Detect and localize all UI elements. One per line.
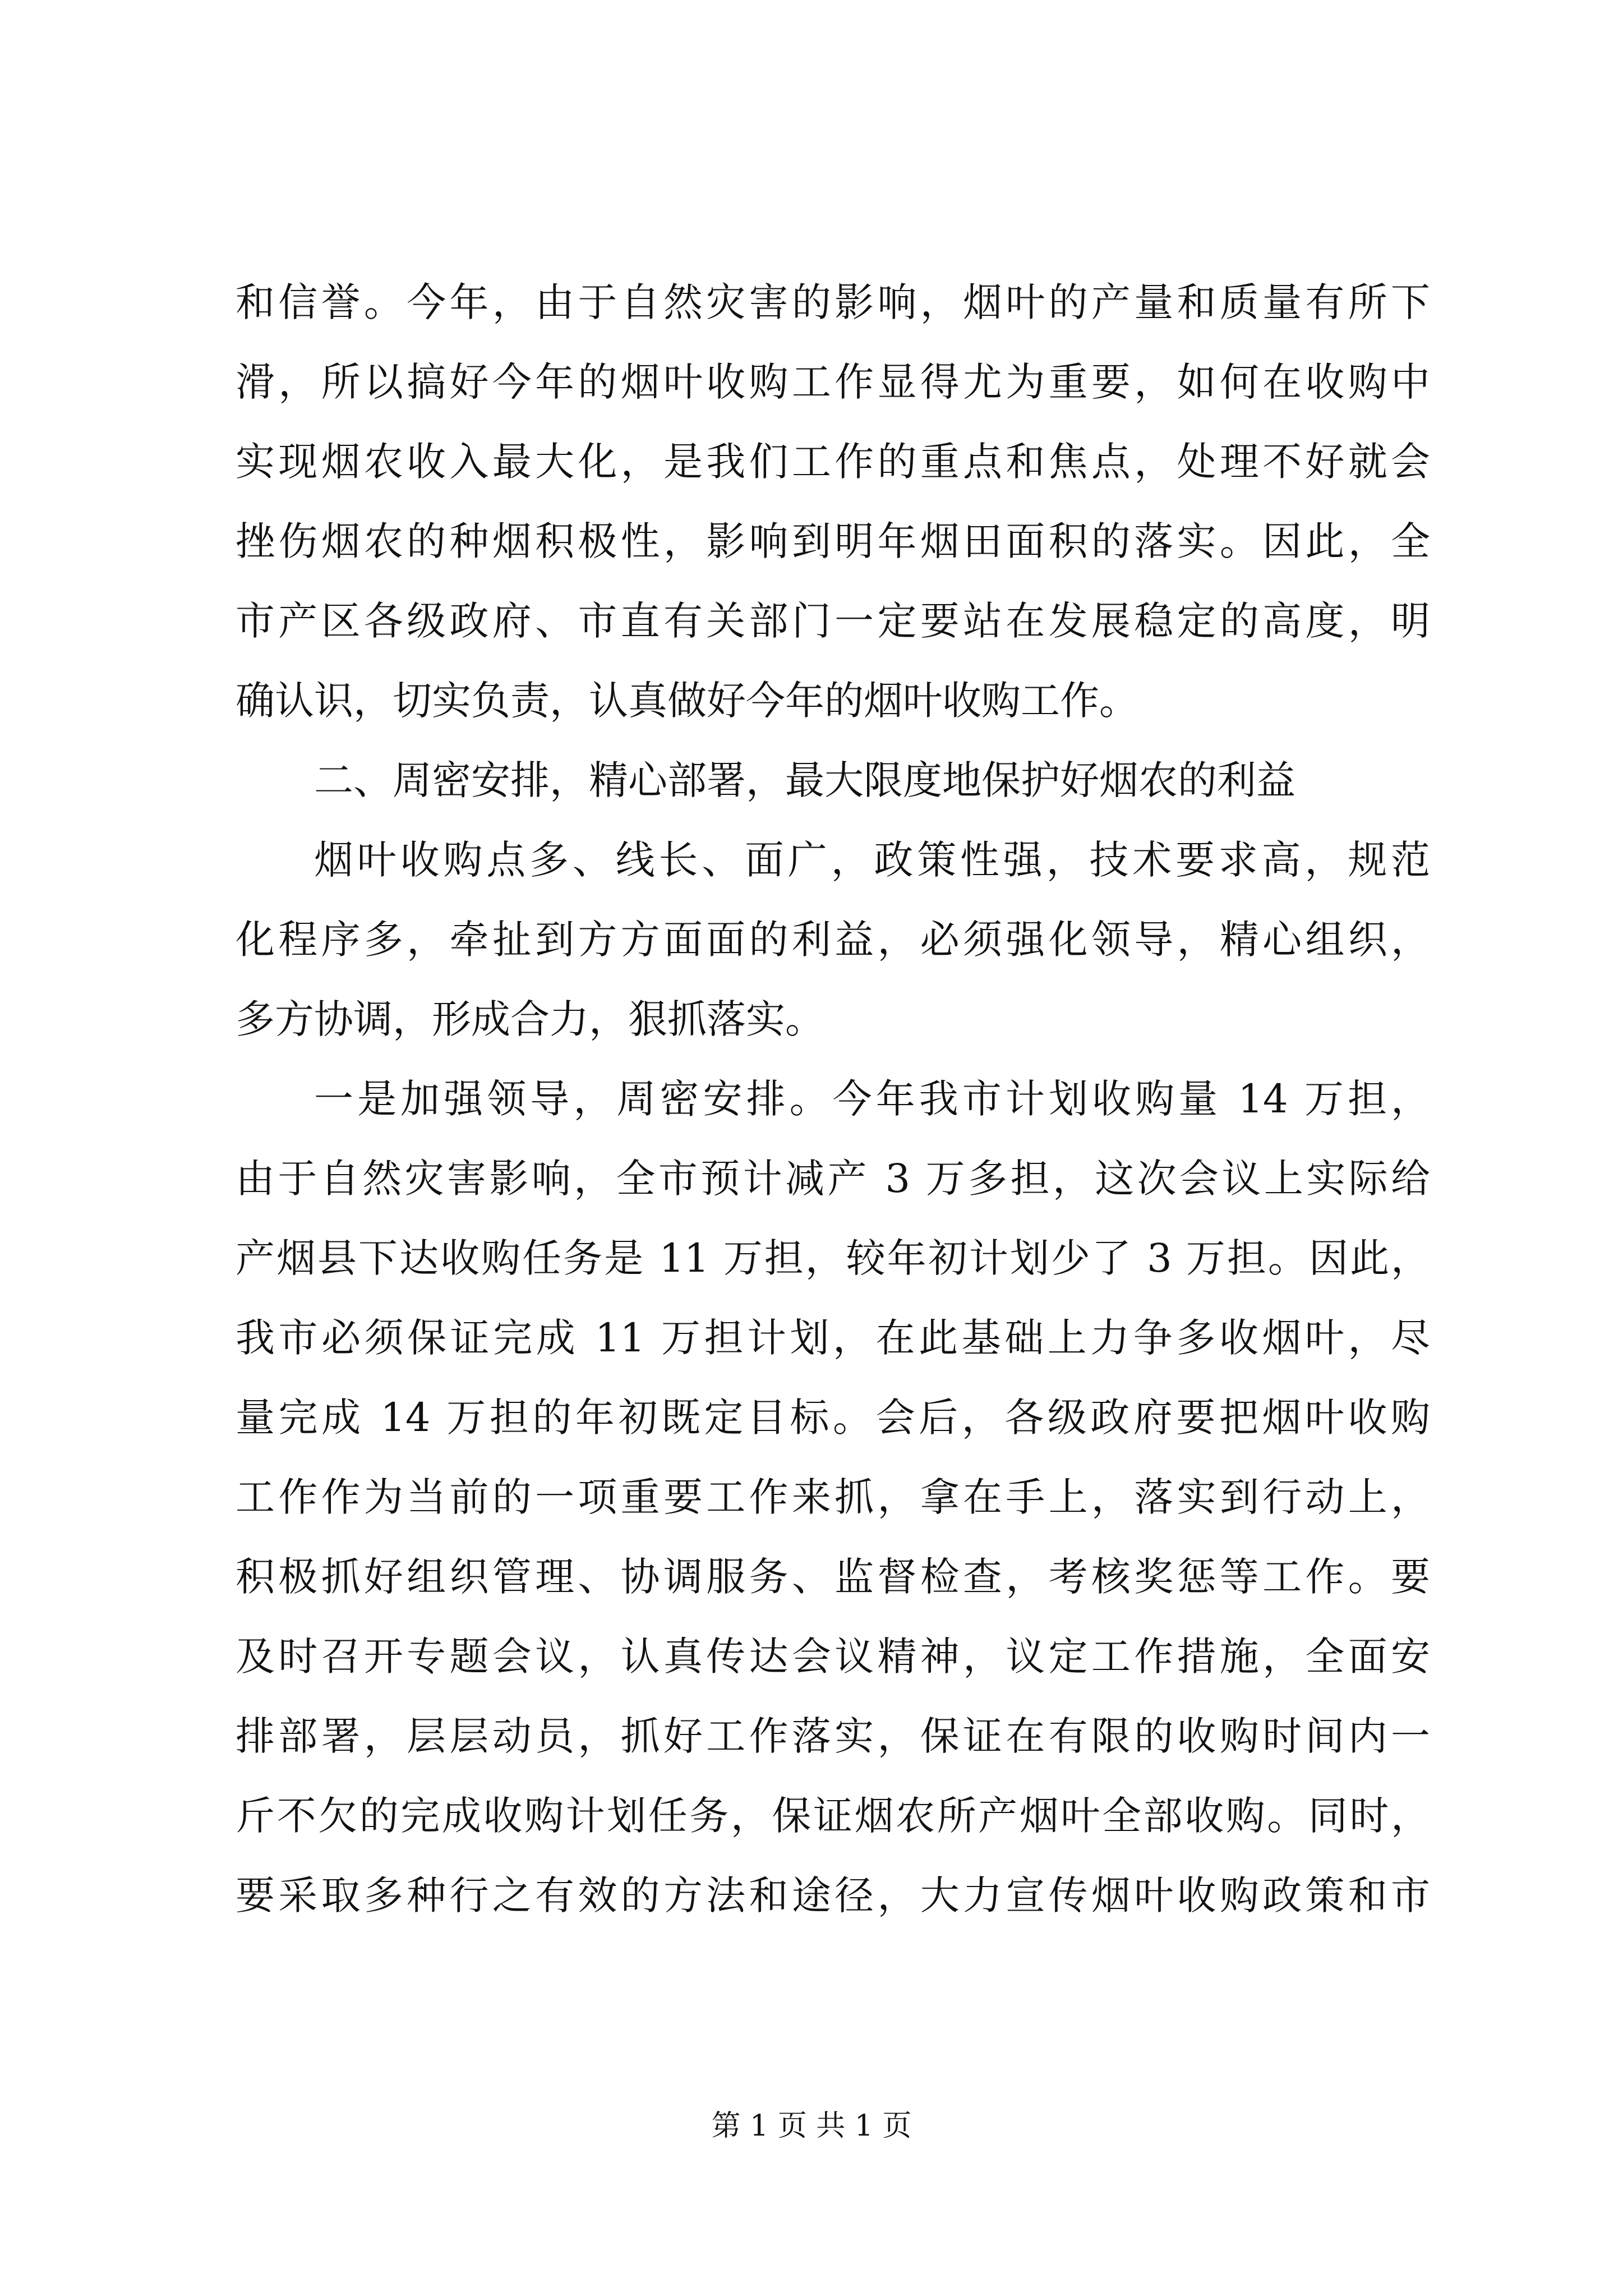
- text-line: 确认识，切实负责，认真做好今年的烟叶收购工作。: [236, 678, 1138, 724]
- text-line: 烟叶收购点多、线长、面广，政策性强，技术要求高，规范: [314, 837, 1430, 883]
- text-line: 产烟县下达收购任务是 11 万担，较年初计划少了 3 万担。因此，: [236, 1235, 1430, 1281]
- text-line: 工作作为当前的一项重要工作来抓，拿在手上，落实到行动上，: [236, 1474, 1430, 1520]
- page-number-footer: 第 1 页 共 1 页: [711, 2109, 912, 2143]
- text-line: 实现烟农收入最大化，是我们工作的重点和焦点，处理不好就会: [236, 439, 1430, 485]
- text-line: 市产区各级政府、市直有关部门一定要站在发展稳定的高度，明: [236, 598, 1430, 644]
- text-line: 斤不欠的完成收购计划任务，保证烟农所产烟叶全部收购。同时，: [236, 1793, 1430, 1839]
- text-line: 滑，所以搞好今年的烟叶收购工作显得尤为重要，如何在收购中: [236, 359, 1430, 405]
- text-line: 挫伤烟农的种烟积极性，影响到明年烟田面积的落实。因此，全: [236, 518, 1430, 564]
- text-line: 及时召开专题会议，认真传达会议精神，议定工作措施，全面安: [236, 1634, 1430, 1680]
- text-line: 量完成 14 万担的年初既定目标。会后，各级政府要把烟叶收购: [236, 1395, 1430, 1441]
- text-line: 由于自然灾害影响，全市预计减产 3 万多担，这次会议上实际给: [236, 1156, 1430, 1202]
- text-line: 排部署，层层动员，抓好工作落实，保证在有限的收购时间内一: [236, 1713, 1430, 1759]
- text-line: 和信誉。今年，由于自然灾害的影响，烟叶的产量和质量有所下: [236, 279, 1430, 325]
- document-body: [236, 263, 1430, 1935]
- text-line: 要采取多种行之有效的方法和途径，大力宣传烟叶收购政策和市: [236, 1872, 1430, 1918]
- text-line: 我市必须保证完成 11 万担计划，在此基础上力争多收烟叶，尽: [236, 1315, 1430, 1361]
- text-line: 积极抓好组织管理、协调服务、监督检查，考核奖惩等工作。要: [236, 1554, 1430, 1600]
- section-heading: 二、周密安排，精心部署，最大限度地保护好烟农的利益: [314, 757, 1295, 803]
- text-line: 一是加强领导，周密安排。今年我市计划收购量 14 万担，: [314, 1076, 1430, 1122]
- text-line: 多方协调，形成合力，狠抓落实。: [236, 996, 824, 1042]
- text-line: 化程序多，牵扯到方方面面的利益，必须强化领导，精心组织，: [236, 917, 1430, 963]
